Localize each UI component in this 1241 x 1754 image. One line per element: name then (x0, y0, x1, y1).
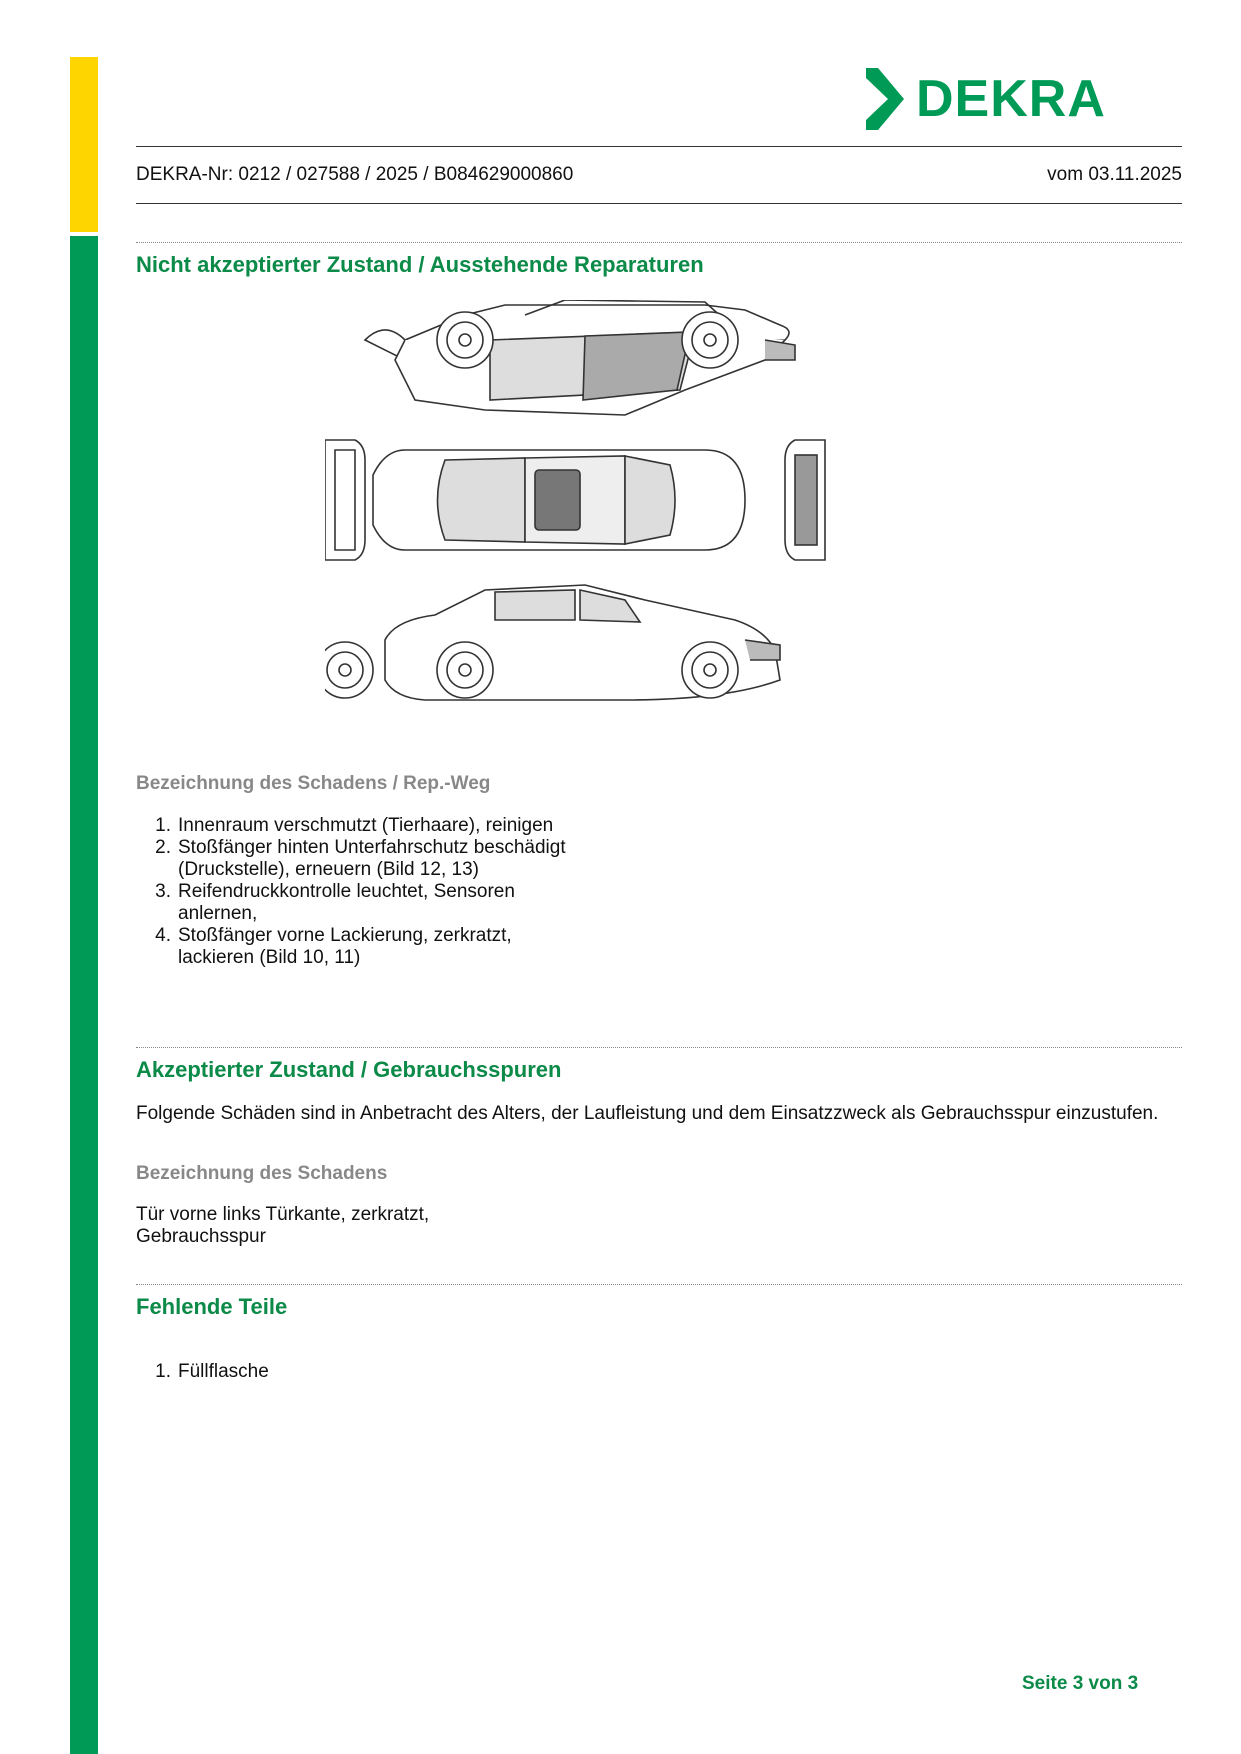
logo-text: DEKRA (916, 70, 1106, 128)
repair-list (136, 815, 588, 969)
page-number: Seite 3 von 3 (1022, 1673, 1139, 1694)
rear-bumper-view (325, 440, 365, 560)
list-item: 3. Reifendruckkontrolle leuchtet, Sensoren anlernen, (155, 881, 515, 924)
car-side-view-top (365, 300, 795, 415)
accepted-damage: Tür vorne links Türkante, zerkratzt, Gebrauchsspur (136, 1204, 430, 1247)
report-date: vom 03.11.2025 (1047, 164, 1182, 185)
green-side-bar (70, 236, 98, 1754)
section-divider (136, 1047, 1182, 1048)
list-item: 1. Füllflasche (155, 1361, 269, 1382)
dekra-logo (862, 68, 1106, 130)
car-side-view-bottom (325, 585, 780, 700)
front-bumper-view (785, 440, 825, 560)
header-rule-bottom (136, 203, 1182, 204)
vehicle-damage-diagram (325, 300, 855, 720)
section-title-repairs: Nicht akzeptierter Zustand / Ausstehende Reparaturen (136, 252, 704, 277)
section-divider (136, 242, 1182, 243)
section-title-accepted: Akzeptierter Zustand / Gebrauchsspuren (136, 1057, 562, 1082)
list-item: 2. Stoßfänger hinten Unterfahrschutz beschädigt (Druckstelle), erneuern (Bild 12, 13) (155, 837, 566, 880)
list-item: 4. Stoßfänger vorne Lackierung, zerkratzt, lackieren (Bild 10, 11) (155, 925, 512, 968)
yellow-side-bar (70, 57, 98, 232)
dekra-arrow-icon (862, 68, 906, 130)
section-title-missing: Fehlende Teile (136, 1294, 288, 1319)
accepted-intro: Folgende Schäden sind in Anbetracht des Alters, der Laufleistung und dem Einsatzzweck als Gebrauchsspur einzustufen. (136, 1103, 1159, 1124)
damage-subtitle-accepted: Bezeichnung des Schadens (136, 1163, 388, 1184)
document-header (136, 164, 1182, 186)
list-item: 1. Innenraum verschmutzt (Tierhaare), reinigen (155, 815, 554, 836)
dekra-number: DEKRA-Nr: 0212 / 027588 / 2025 / B084629000860 (136, 164, 574, 185)
section-divider (136, 1284, 1182, 1285)
car-top-view (373, 450, 745, 550)
header-rule-top (136, 146, 1182, 147)
missing-parts-list (136, 1361, 588, 1383)
damage-subtitle: Bezeichnung des Schadens / Rep.-Weg (136, 773, 491, 794)
